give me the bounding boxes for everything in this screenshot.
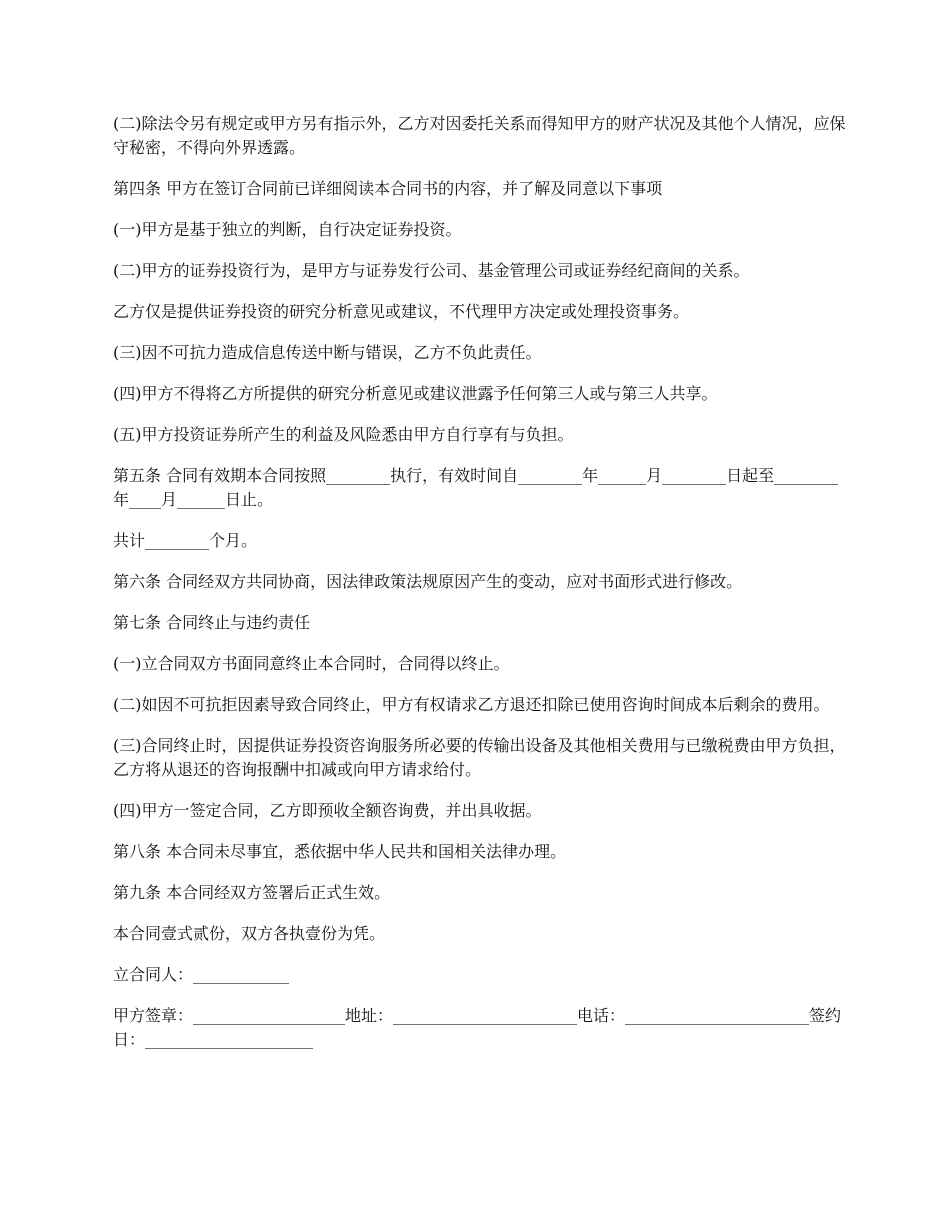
- article-4-heading: 第四条 甲方在签订合同前已详细阅读本合同书的内容，并了解及同意以下事项: [113, 179, 663, 198]
- article-9: 第九条 本合同经双方签署后正式生效。: [113, 883, 391, 902]
- article-7-item-1: (一)立合同双方书面同意终止本合同时，合同得以终止。: [113, 654, 510, 673]
- article-7-item-2: (二)如因不可抗拒因素导致合同终止，甲方有权请求乙方退还扣除已使用咨询时间成本后剩余的费用。: [113, 695, 830, 714]
- article-4-item-4: (四)甲方不得将乙方所提供的研究分析意见或建议泄露予任何第三人或与第三人共享。: [113, 384, 718, 403]
- article-7-item-3: (三)合同终止时，因提供证券投资咨询服务所必要的传输出设备及其他相关费用与已缴税费由甲方负担，乙方将从退还的咨询报酬中扣减或向甲方请求给付。: [113, 736, 846, 779]
- article-4-item-5: (五)甲方投资证券所产生的利益及风险悉由甲方自行享有与负担。: [113, 425, 574, 444]
- article-4-item-2: (二)甲方的证券投资行为，是甲方与证券发行公司、基金管理公司或证券经纪商间的关系。: [113, 261, 750, 280]
- article-5-term: 第五条 合同有效期本合同按照________执行，有效时间自________年______月________日起至________年____月______日止。: [113, 466, 839, 509]
- article-4-item-3: (三)因不可抗力造成信息传送中断与错误，乙方不负此责任。: [113, 343, 542, 362]
- article-4-item-2-continued: 乙方仅是提供证券投资的研究分析意见或建议，不代理甲方决定或处理投资事务。: [113, 302, 690, 321]
- contract-party-line: 立合同人：____________: [113, 965, 290, 984]
- article-8: 第八条 本合同未尽事宜，悉依据中华人民共和国相关法律办理。: [113, 842, 567, 861]
- signature-block: 甲方签章：___________________地址：_______________________电话：_______________________签约日：_____________________: [113, 1006, 842, 1049]
- article-7-heading: 第七条 合同终止与违约责任: [113, 613, 311, 632]
- article-7-item-4: (四)甲方一签定合同，乙方即预收全额咨询费，并出具收据。: [113, 801, 542, 820]
- article-6: 第六条 合同经双方共同协商，因法律政策法规原因产生的变动，应对书面形式进行修改。: [113, 572, 743, 591]
- clause-2-2-confidentiality: (二)除法令另有规定或甲方另有指示外，乙方对因委托关系而得知甲方的财产状况及其他个人情况，应保守秘密，不得向外界透露。: [113, 114, 846, 157]
- article-4-item-1: (一)甲方是基于独立的判断，自行决定证券投资。: [113, 220, 462, 239]
- article-5-total-months: 共计________个月。: [113, 531, 258, 550]
- copies-statement: 本合同壹式贰份，双方各执壹份为凭。: [113, 924, 386, 943]
- document-page: [113, 112, 848, 1069]
